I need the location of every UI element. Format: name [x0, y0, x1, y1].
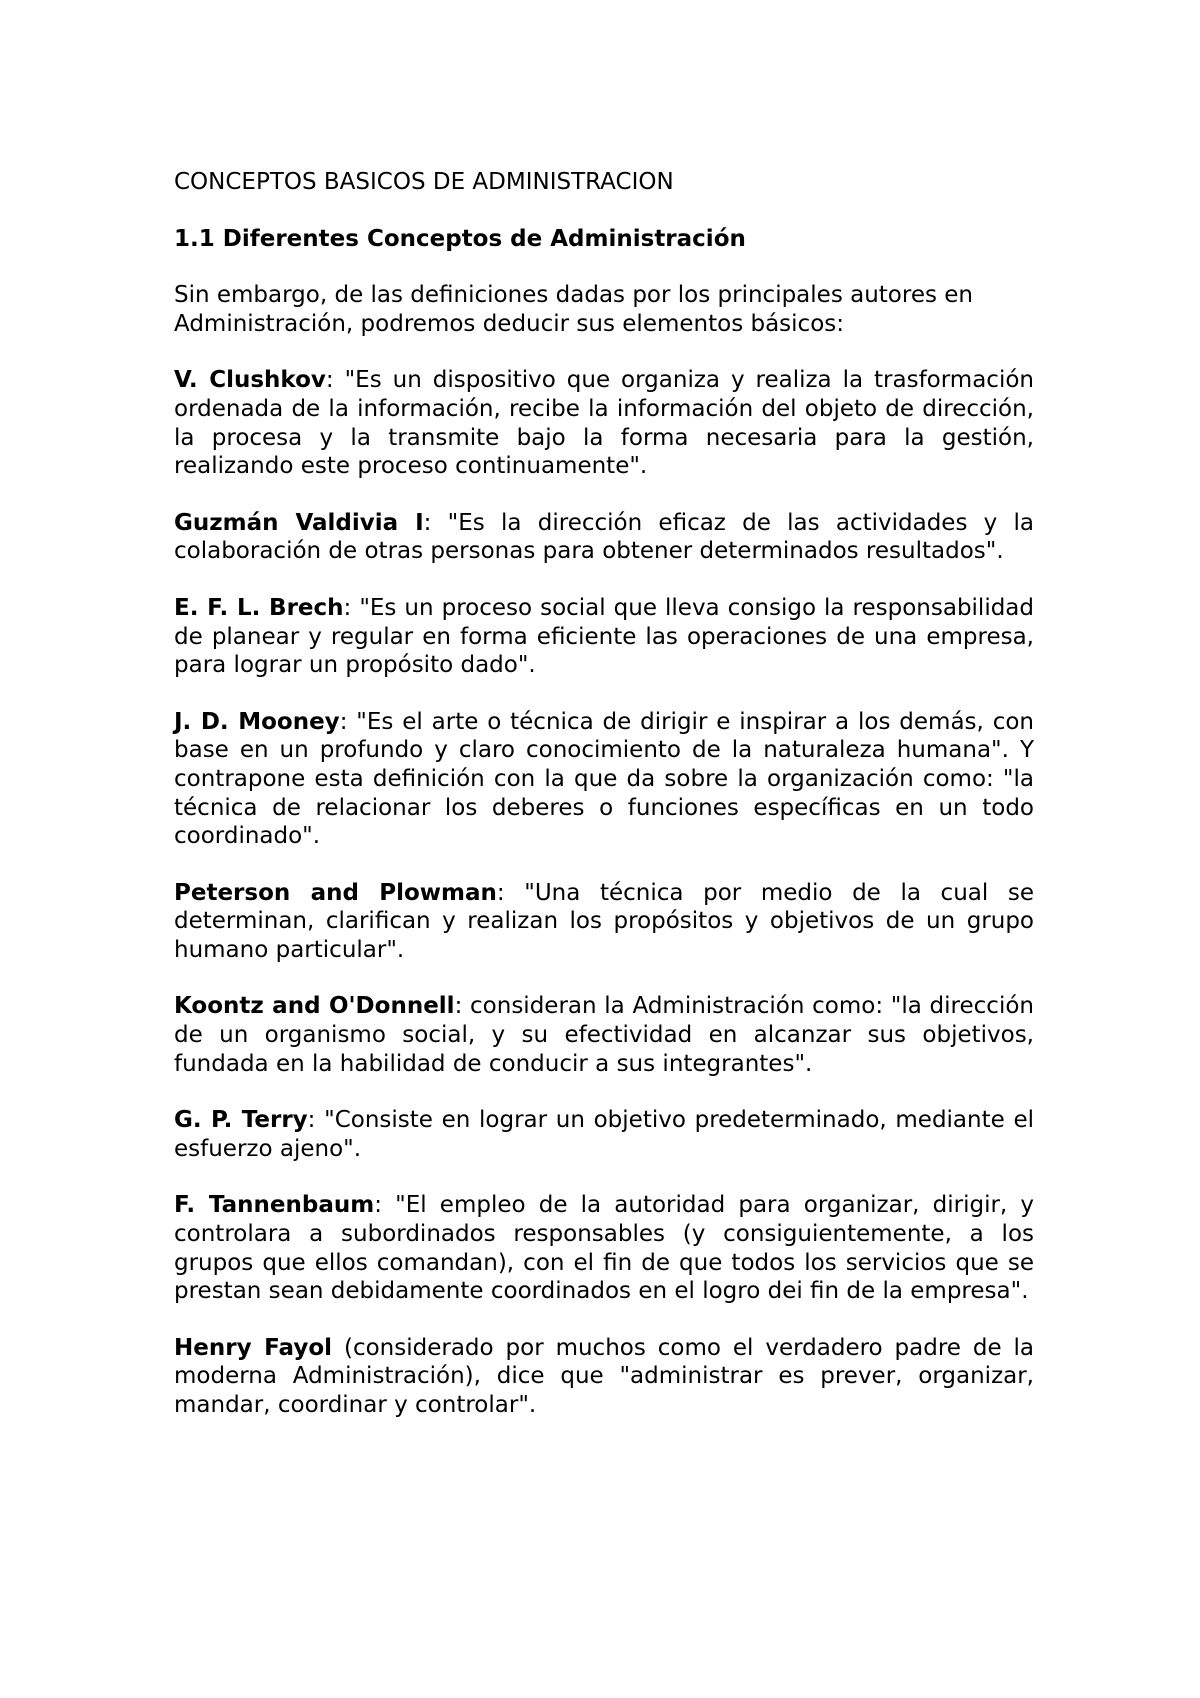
definition-author: V. Clushkov [174, 367, 326, 394]
definition-separator: : [454, 993, 471, 1020]
definition-author: F. Tannenbaum [174, 1192, 375, 1219]
definition-separator: : [496, 879, 525, 906]
document-page [174, 168, 1034, 1448]
definition-paragraph [174, 366, 1034, 480]
definition-author: E. F. L. Brech [174, 594, 344, 621]
definition-paragraph [174, 879, 1034, 965]
definition-author: Guzmán Valdivia I [174, 509, 424, 536]
definition-author: G. P. Terry [174, 1107, 308, 1134]
definition-text: consideran la Administración como: "la dirección de un organismo social, y su efectividad en alcanzar sus objetivos, fundada en la habilidad de conducir a sus integrantes". [174, 993, 1034, 1077]
section-heading: 1.1 Diferentes Conceptos de Administración [174, 225, 746, 252]
definition-text: "Es un dispositivo que organiza y realiza la trasformación ordenada de la información, recibe la información del objeto de dirección, la procesa y la transmite bajo la forma necesaria para la gestión, realizando este proceso continuamente". [174, 367, 1034, 480]
definition-author: J. D. Mooney [174, 708, 340, 735]
definition-author: Henry Fayol [174, 1334, 333, 1361]
document-title: CONCEPTOS BASICOS DE ADMINISTRACION [174, 169, 674, 195]
definition-paragraph [174, 1106, 1034, 1163]
definition-separator: : [343, 594, 360, 621]
intro-paragraph: Sin embargo, de las definiciones dadas por los principales autores en Administración, podremos deducir sus elementos básicos: [174, 282, 973, 337]
definition-separator: : [374, 1192, 396, 1219]
definition-separator [332, 1335, 344, 1361]
definition-paragraph [174, 594, 1034, 680]
definition-author: Peterson and Plowman [174, 879, 497, 906]
definition-paragraph [174, 992, 1034, 1078]
definition-text: "Es un proceso social que lleva consigo la responsabilidad de planear y regular en forma eficiente las operaciones de una empresa, para lograr un propósito dado". [174, 594, 1035, 679]
definition-text: "Una técnica por medio de la cual se determinan, clarifican y realizan los propósitos y objetivos de un grupo humano particular". [174, 879, 1035, 963]
definition-separator: : [307, 1107, 325, 1134]
definition-text: (considerado por muchos como el verdadero padre de la moderna Administración), dice que "administrar es prever, organizar, mandar, coordinar y controlar". [174, 1334, 1035, 1418]
definition-author: Koontz and O'Donnell [174, 993, 455, 1020]
definition-text: "Consiste en lograr un objetivo predeterminado, mediante el esfuerzo ajeno". [174, 1107, 1034, 1162]
definition-paragraph [174, 509, 1034, 566]
definition-text: "Es el arte o técnica de dirigir e inspirar a los demás, con base en un profundo y claro conocimiento de la naturaleza humana". Y contrapone esta definición con la que da sobre la organización como: "la técnica de relacionar los deberes o funciones específicas en un todo coordinado". [174, 708, 1034, 850]
definition-text: "Es la dirección eficaz de las actividades y la colaboración de otras personas para obtener determinados resultados". [174, 509, 1035, 565]
definition-separator: : [423, 509, 448, 536]
definition-paragraph [174, 708, 1034, 851]
definition-text: "El empleo de la autoridad para organizar, dirigir, y controlara a subordinados responsables (y consiguientemente, a los grupos que ellos comandan), con el fin de que todos los servicios que se prestan sean debidamente coordinados en el logro dei fin de la empresa". [174, 1192, 1034, 1305]
definition-separator: : [339, 708, 357, 735]
definition-separator: : [325, 367, 345, 394]
definition-paragraph [174, 1191, 1034, 1305]
definition-paragraph [174, 1334, 1034, 1420]
